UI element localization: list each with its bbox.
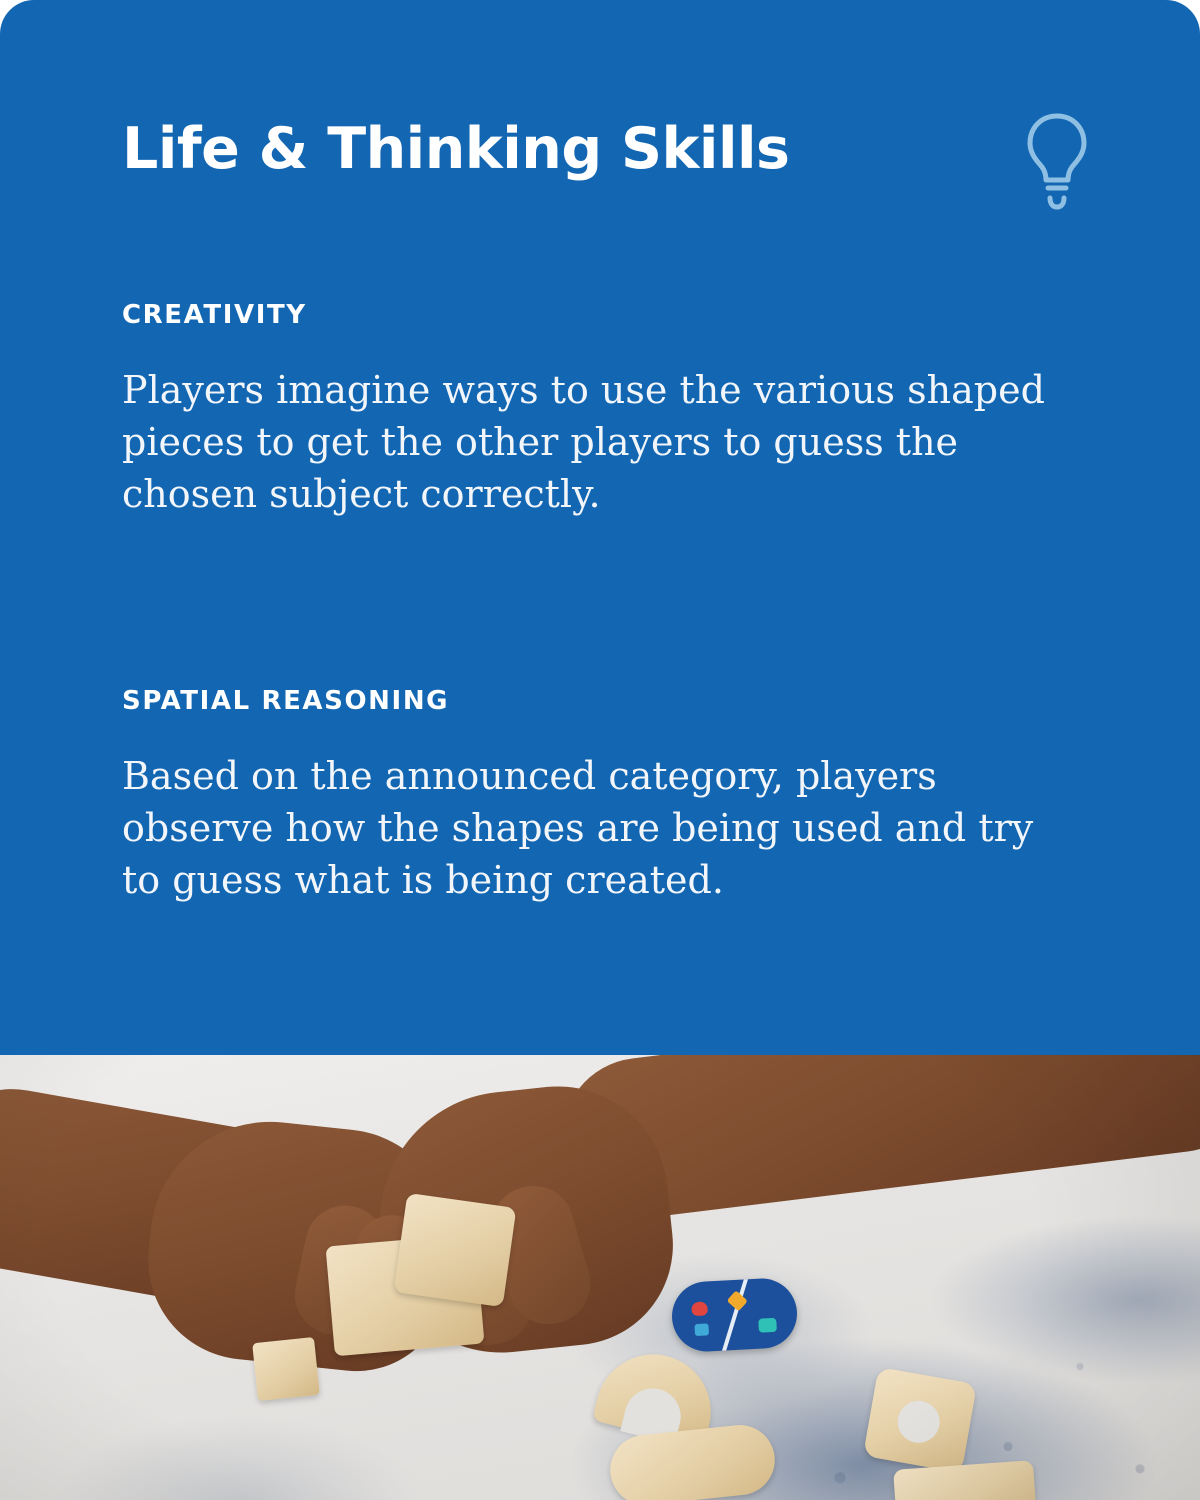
card-header <box>122 116 1100 182</box>
token-shape-icon <box>691 1301 708 1316</box>
token-shape-icon <box>727 1290 748 1311</box>
page-title: Life & Thinking Skills <box>122 116 790 182</box>
wooden-ring-piece <box>863 1367 977 1473</box>
section-label-creativity: CREATIVITY <box>122 300 307 330</box>
section-body-creativity: Players imagine ways to use the various shaped pieces to get the other players to guess the chosen subject correctly. <box>122 368 1045 517</box>
game-token <box>670 1277 798 1353</box>
wooden-cube-piece <box>252 1337 320 1401</box>
wooden-piece <box>394 1193 517 1307</box>
section-creativity <box>122 300 1070 520</box>
lightbulb-icon <box>1026 112 1088 212</box>
section-body-spatial-reasoning: Based on the announced category, players observe how the shapes are being used and try to guess what is being created. <box>122 754 1034 903</box>
token-shape-icon <box>694 1323 709 1336</box>
section-label-spatial-reasoning: SPATIAL REASONING <box>122 686 450 716</box>
lifestyle-photo <box>0 1055 1200 1500</box>
section-spatial-reasoning <box>122 686 1070 906</box>
token-shape-icon <box>758 1318 777 1333</box>
